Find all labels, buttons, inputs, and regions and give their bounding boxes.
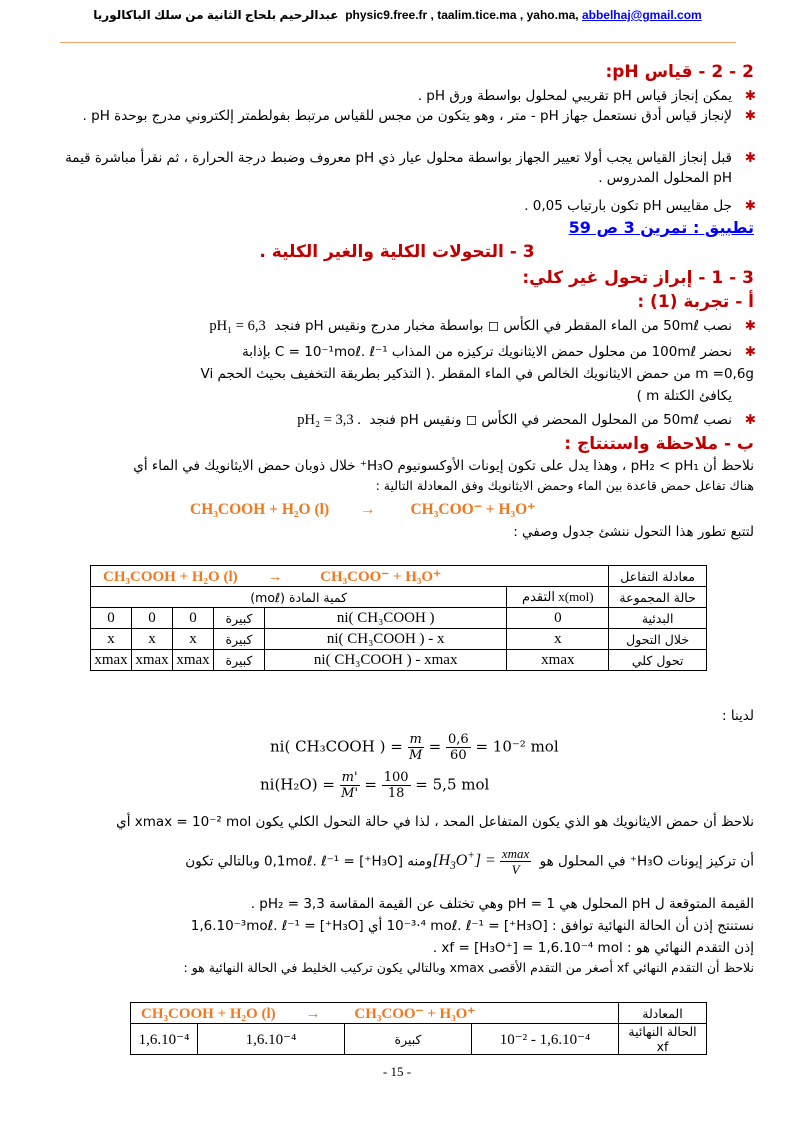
final-state-table: [130, 1002, 707, 1055]
formula-ni-acid: ni( CH₃COOH ) = $\frac{m}{M}$ = $\frac{0,6}{60}$ = 10⁻² mol: [270, 732, 559, 763]
table-row: 0 0 0 كبيرة ni( CH₃COOH ) 0 البدئية: [91, 608, 707, 629]
list-item-continuation: m =0,6g من حمض الايثانويك الخالص في الماء المقطر .( التذكير بطريقة التخفيف بحيث الحجم Vi: [200, 366, 754, 382]
track-text: لتتبع تطور هذا التحول ننشئ جدول وصفي :: [513, 524, 754, 540]
advancement-table: [90, 565, 707, 671]
bullet-icon: ✱: [744, 150, 756, 166]
we-have-text: لدينا :: [722, 708, 754, 724]
calc-paragraph: نلاحظ أن حمض الايثانويك هو الذي يكون المتفاعل المحد ، لذا في حالة التحول الكلي يكون xmax = 10⁻² mol أي: [116, 814, 754, 830]
list-item: ✱ قبل إنجاز القياس يجب أولا تعيير الجهاز بواسطة محلول عيار ذي pH معروف وضبط درجة الحرارة ، ثم نقرأ مباشرة قيمة pH المحلول المدروس .: [65, 150, 756, 186]
table-row: xmax xmax xmax كبيرة ni( CH₃COOH ) - xmax xmax تحول كلي: [91, 650, 707, 671]
list-item: ✱ نصب 50mℓ من المحلول المحضر في الكأس ◻ ونقيس pH فنجد pH₂ = 3,3 .: [297, 412, 756, 428]
list-item-continuation: يكافئ الكتلة m ): [636, 388, 732, 404]
bullet-icon: ✱: [744, 318, 756, 334]
arrow-icon: →: [360, 501, 376, 518]
col-advance-header: التقدم x(mol): [507, 587, 609, 608]
list-item: ✱ نصب 50mℓ من الماء المقطر في الكأس ◻ بواسطة مخبار مدرج ونقيس pH فنجد pH₁ = 6,3: [209, 318, 756, 334]
table-row: 1,6.10⁻⁴ 1,6.10⁻⁴ كبيرة 10⁻² - 1,6.10⁻⁴ الحالة النهائية xf: [131, 1024, 707, 1055]
calc-paragraph: أن تركيز إيونات H₃O⁺ في المحلول هو $[H_3O^+]$ = $\frac{xmax}{V}$ ومنه [H₃O⁺] = 0,1moℓ. ℓ⁻¹ وبالتالي تكون: [185, 846, 754, 878]
table-header-equation: CH₃COOH + H₂O (l) → CH₃COO⁻ + H₃O⁺: [91, 566, 609, 587]
page-number: - 15 -: [382, 1064, 412, 1079]
calc-paragraph: القيمة المتوقعة ل pH المحلول هي pH = 1 وهي تختلف عن القيمة المقاسة pH₂ = 3,3 .: [250, 896, 754, 912]
section-3-title: 3 - التحولات الكلية والغير الكلية .: [259, 242, 535, 262]
calc-paragraph: إذن التقدم النهائي هو : xf = [H₃O⁺] = 1,6.10⁻⁴ mol .: [432, 940, 754, 956]
application-link[interactable]: تطبيق : تمرين 3 ص 59: [568, 218, 754, 237]
header-email-link[interactable]: abbelhaj@gmail.com: [581, 8, 702, 22]
calc-paragraph: نلاحظ أن التقدم النهائي xf أصغر من التقدم الأقصى xmax وبالتالي يكون تركيب الخليط في الحالة النهائية هو :: [183, 960, 754, 975]
bullet-icon: ✱: [744, 198, 756, 214]
list-item: ✱ لإنجاز قياس أدق نستعمل جهاز pH - متر ، وهو يتكون من مجس للقياس مرتبط بفولطمتر إلكتروني مدرج بوحدة pH .: [82, 108, 756, 124]
section-3-1-title: 3 - 1 - إبراز تحول غير كلي:: [522, 268, 754, 288]
bullet-icon: ✱: [744, 108, 756, 124]
section-2-2-title: 2 - 2 - قياس pH:: [605, 62, 754, 82]
observation-text-2: هناك تفاعل حمض قاعدة بين الماء وحمض الايثانويك وفق المعادلة التالية :: [375, 478, 754, 493]
header-sites: physic9.free.fr , taalim.tice.ma , yaho.ma,: [345, 8, 579, 22]
table-header-equation: CH₃COOH + H₂O (l) → CH₃COO⁻ + H₃O⁺: [131, 1003, 619, 1024]
list-item: ✱ جل مقاييس pH تكون بارتياب 0,05 .: [524, 198, 756, 214]
col-state-header: حالة المجموعة: [609, 587, 707, 608]
bullet-icon: ✱: [744, 344, 756, 360]
header-divider: [60, 42, 736, 43]
bullet-icon: ✱: [744, 412, 756, 428]
bullet-icon: ✱: [744, 88, 756, 104]
col-equation-header: المعادلة: [619, 1003, 707, 1024]
list-item: ✱ نحضر 100mℓ من محلول حمض الايثانويك تركيزه من المذاب C = 10⁻¹moℓ. ℓ⁻¹ بإذابة: [241, 344, 756, 360]
observation-title: ب - ملاحظة واستنتاج :: [564, 434, 754, 454]
calc-paragraph: نستنتج إذن أن الحالة النهائية توافق : [H₃O⁺] = 10⁻³·⁴ moℓ. ℓ⁻¹ أي [H₃O⁺] = 1,6.10⁻³moℓ. ℓ⁻¹: [190, 918, 754, 934]
experiment-1-title: أ - تجربة (1) :: [637, 292, 754, 312]
formula-ni-water: ni(H₂O) = $\frac{m'}{M'}$ = $\frac{100}{18}$ = 5,5 mol: [260, 770, 490, 801]
reaction-equation: CH₃COOH + H₂O (l) → CH₃COO⁻ + H₃O⁺: [190, 501, 536, 518]
table-row: x x x كبيرة ni( CH₃COOH ) - x x خلال التحول: [91, 629, 707, 650]
col-reaction-header: معادلة التفاعل: [609, 566, 707, 587]
page-header: [40, 8, 755, 22]
observation-text: نلاحظ أن pH₂ < pH₁ ، وهذا يدل على تكون إيونات الأوكسونيوم H₃O⁺ خلال ذوبان حمض الايثانويك في الماء أي: [133, 458, 754, 474]
header-arabic: عبدالرحيم بلحاج الثانية من سلك الباكالوريا: [93, 8, 339, 22]
col-quantity-header: كمية المادة (moℓ): [91, 587, 507, 608]
list-item: ✱ يمكن إنجاز قياس pH تقريبي لمحلول بواسطة ورق pH .: [417, 88, 756, 104]
